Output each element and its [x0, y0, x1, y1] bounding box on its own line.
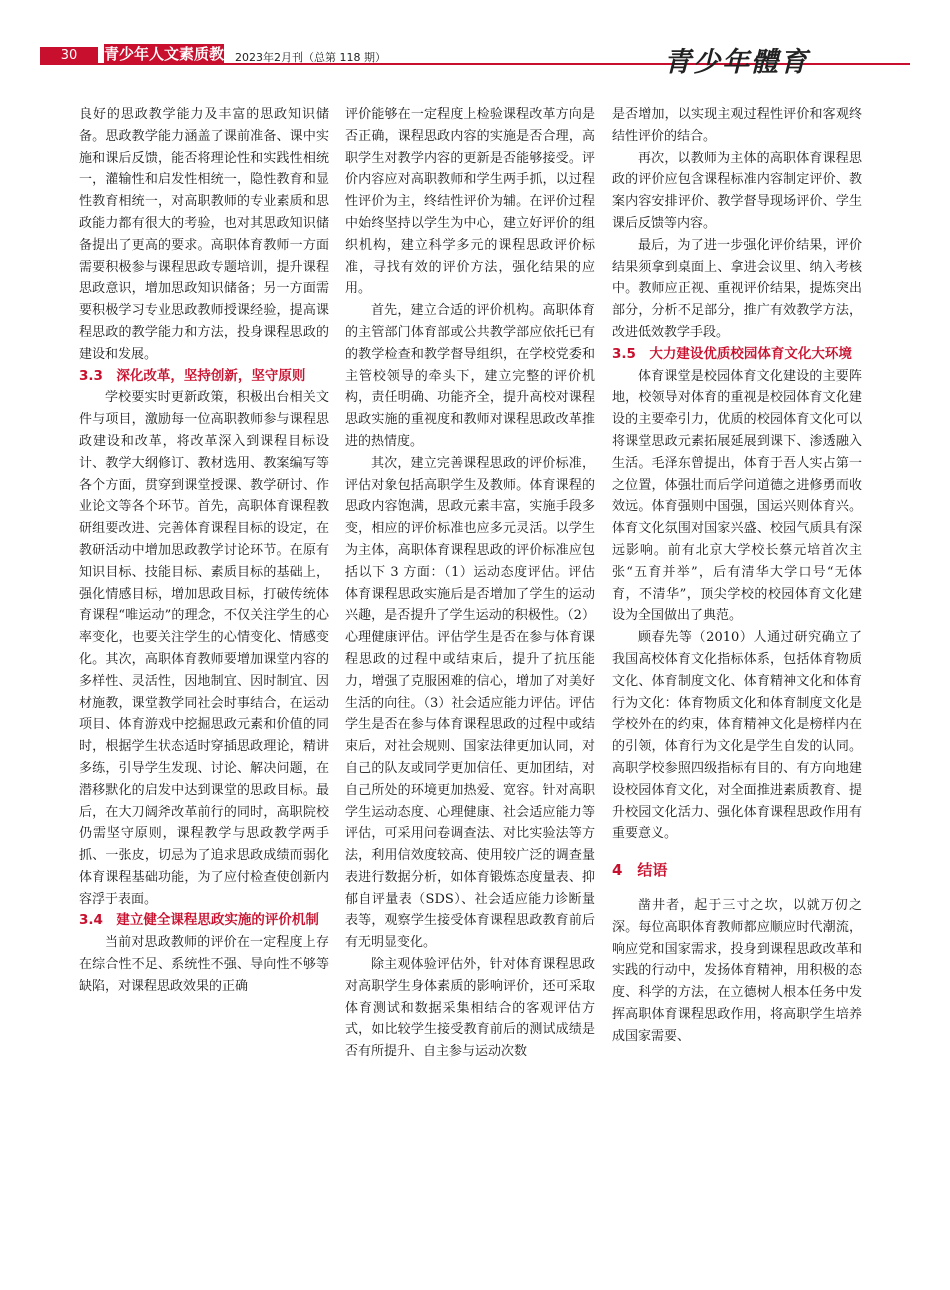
paragraph: 首先，建立合适的评价机构。高职体育的主管部门体育部或公共教学部应依托已有的教学检查和教学督导组织，在学校党委和主管校领导的牵头下，建立完整的评价机构，责任明确、功能齐全，提升高校对课程思政实施的重视度和教师对课程思政改革推进的热情度。 [345, 303, 595, 449]
paragraph: 再次，以教师为主体的高职体育课程思政的评价应包含课程标准内容制定评价、教案内容安排评价、教学督导现场评价、学生课后反馈等内容。 [612, 150, 862, 231]
issue-info: 2023年2月刊（总第 118 期） [235, 51, 386, 64]
paragraph: 当前对思政教师的评价在一定程度上存在综合性不足、系统性不强、导向性不够等缺陷，对课程思政效果的正确 [79, 935, 329, 994]
page-number: 30 [40, 47, 98, 64]
section-title: 青少年體育 [664, 47, 809, 78]
heading-3-5: 3.5 大力建设优质校园体育文化大环境 [612, 345, 852, 362]
paragraph: 最后，为了进一步强化评价结果，评价结果须拿到桌面上、拿进会议里、纳入考核中。教师应正视、重视评价结果，提炼突出部分，分析不足部分，推广有效教学方法，改进低效教学手段。 [612, 237, 862, 340]
paragraph: 顾春先等（2010）人通过研究确立了我国高校体育文化指标体系，包括体育物质文化、体育制度文化、体育精神文化和体育行为文化：体育物质文化和体育制度文化是学校外在的约束，体育精神文化是榜样内在的引领，体育行为文化是学生自发的认同。高职学校参照四级指标有目的、有方向地建设校园体育文化，对全面推进素质教育、提升校园文化活力、强化体育课程思政作用有重要意义。 [612, 630, 862, 842]
paragraph: 是否增加，以实现主观过程性评价和客观终结性评价的结合。 [612, 107, 862, 144]
paragraph: 良好的思政教学能力及丰富的思政知识储备。思政教学能力涵盖了课前准备、课中实施和课后反馈，能否将理论性和实践性相统一，灌输性和启发性相统一，隐性教育和显性教育相统一，对高职教师的专业素质和思政能力都有很大的考验，也对其思政知识储备提出了更高的要求。高职体育教师一方面需要积极参与课程思政专题培训，提升课程思政意识，增加思政知识储备；另一方面需要积极学习专业思政教师授课经验，提高课程思政的教学能力和方法，投身课程思政的建设和发展。 [79, 107, 329, 362]
column-2 [345, 104, 595, 1063]
paragraph: 学校要实时更新政策，积极出台相关文件与项目，激励每一位高职教师参与课程思政建设和改革，将改革深入到课程目标设计、教学大纲修订、教材选用、教案编写等各个方面，贯穿到课堂授课、教学研讨、作业论文等各个环节。首先，高职体育课程教研组要改进、完善体育课程目标的设定，在教研活动中增加思政教学讨论环节。在原有知识目标、技能目标、素质目标的基础上，强化情感目标，增加思政目标，打破传统体育课程“唯运动”的理念，不仅关注学生的心率变化，也要关注学生的心情变化、情感变化。其次，高职体育教师要增加课堂内容的多样性、灵活性，因地制宜、因时制宜、因材施教，课堂教学同社会时事结合，在运动项目、体育游戏中挖掘思政元素和价值的同时，根据学生状态适时穿插思政理论，精讲多练，引导学生发现、讨论、解决问题，在潜移默化的启发中达到课堂的思政目标。最后，在大刀阔斧改革前行的同时，高职院校仍需坚守原则，课程教学与思政教学两手抓、一张皮，切忌为了追求思政成绩而弱化体育课程基础功能，为了应付检查使创新内容浮于表面。 [79, 390, 329, 907]
column-3 [612, 104, 862, 1048]
paragraph: 体育课堂是校园体育文化建设的主要阵地，校领导对体育的重视是校园体育文化建设的主要牵引力，优质的校园体育文化可以将课堂思政元素拓展延展到课下、渗透融入生活。毛泽东曾提出，体育于吾人实占第一之位置，体强壮而后学问道德之进修勇而收效远。体育强则中国强，国运兴则体育兴。体育文化氛围对国家兴盛、校园气质具有深远影响。前有北京大学校长蔡元培首次主张“五育并举”，后有清华大学口号“无体育，不清华”，顶尖学校的校园体育文化建设为全国做出了典范。 [612, 368, 862, 624]
paragraph: 凿井者，起于三寸之坎，以就万仞之深。每位高职体育教师都应顺应时代潮流，响应党和国家需求，投身到课程思政改革和实践的行动中，发扬体育精神，用积极的态度、科学的方法，在立德树人根本任务中发挥高职体育课程思政作用，将高职学生培养成国家需要、 [612, 898, 862, 1044]
column-1 [79, 104, 329, 998]
journal-name: 青少年人文素质教育 [104, 45, 225, 84]
paragraph: 评价能够在一定程度上检验课程改革方向是否正确，课程思政内容的实施是否合理，高职学生对教学内容的更新是否能够接受。评价内容应对高职教师和学生两手抓，以过程性评价为主，终结性评价为辅。在评价过程中始终坚持以学生为中心，建立好评价的组织机构，建立科学多元的课程思政评价标准，寻找有效的评价方法，强化结果的应用。 [345, 107, 595, 297]
heading-3-4: 3.4 建立健全课程思政实施的评价机制 [79, 912, 319, 929]
heading-3-3: 3.3 深化改革，坚持创新，坚守原则 [79, 367, 306, 384]
page-header [0, 0, 950, 84]
heading-4-conclusion: 4 结语 [612, 861, 668, 880]
paragraph: 其次，建立完善课程思政的评价标准，评估对象包括高职学生及教师。体育课程的思政内容饱满，思政元素丰富，实施手段多变，相应的评价标准也应多元灵活。以学生为主体，高职体育课程思政的评价标准应包括以下 3 方面：（1）运动态度评估。评估体育课程思政实施后是否增加了学生的运动兴趣，是否提升了学生运动的积极性。（2）心理健康评估。评估学生是否在参与体育课程思政的过程中或结束后，提升了抗压能力，增强了克服困难的信心，增加了对美好生活的向往。（3）社会适应能力评估。评估学生是否在参与体育课程思政的过程中或结束后，对社会规则、国家法律更加认同，对自己的队友或同学更加信任、更加团结，对自己所处的环境更加热爱、宽容。针对高职学生运动态度、心理健康、社会适应能力等评估，可采用问卷调查法、对比实验法等方法，利用信效度较高、使用较广泛的调查量表进行数据分析，如体育锻炼态度量表、抑郁自评量表（SDS）、社会适应能力诊断量表等，观察学生接受体育课程思政教育前后有无明显变化。 [345, 455, 595, 951]
paragraph: 除主观体验评估外，针对体育课程思政对高职学生身体素质的影响评价，还可采取体育测试和数据采集相结合的客观评估方式，如比较学生接受教育前后的测试成绩是否有所提升、自主参与运动次数 [345, 957, 595, 1060]
